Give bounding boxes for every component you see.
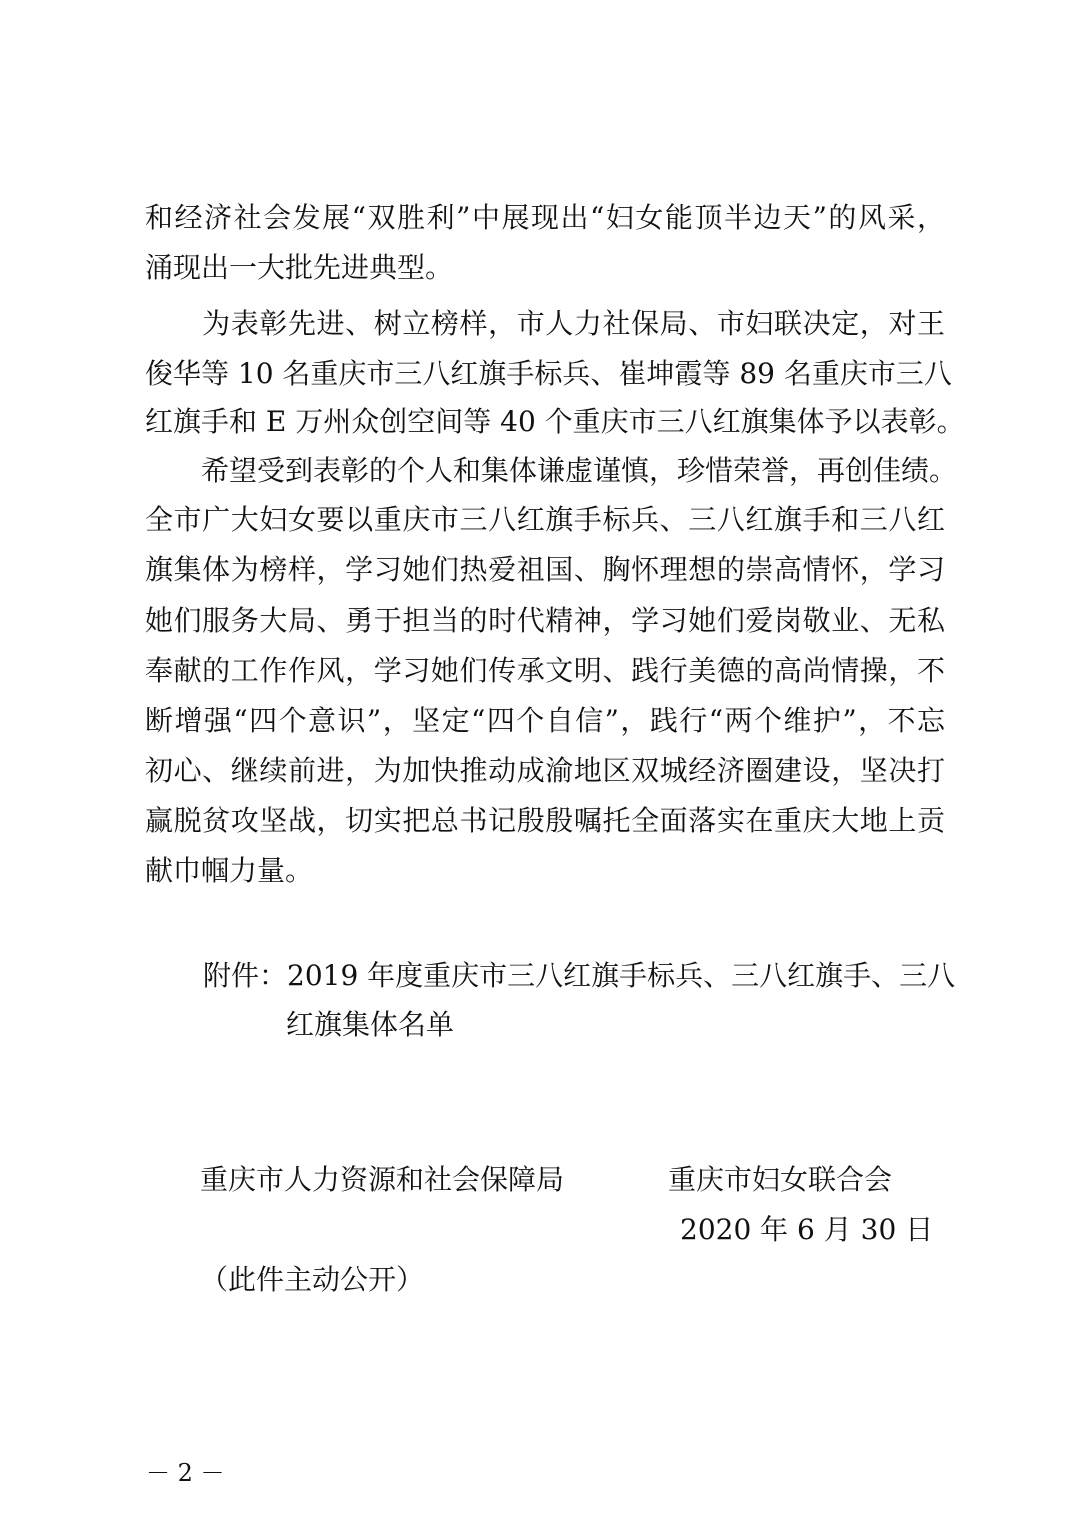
paragraph-line: 断增强“四个意识”，坚定“四个自信”，践行“两个维护”，不忘 (145, 704, 945, 737)
issuing-org-hrss: 重庆市人力资源和社会保障局 (200, 1163, 565, 1196)
paragraph-line: 为表彰先进、树立榜样，市人力社保局、市妇联决定，对王 (145, 307, 945, 340)
paragraph-line: 全市广大妇女要以重庆市三八红旗手标兵、三八红旗手和三八红 (145, 503, 945, 536)
paragraph-line: 旗集体为榜样，学习她们热爱祖国、胸怀理想的崇高情怀，学习 (145, 553, 945, 586)
paragraph-line: 献巾帼力量。 (145, 854, 314, 887)
paragraph-line: 和经济社会发展“双胜利”中展现出“妇女能顶半边天”的风采， (145, 201, 945, 234)
attachment-line: 附件：2019 年度重庆市三八红旗手标兵、三八红旗手、三八 (203, 959, 956, 992)
paragraph-line: 俊华等 10 名重庆市三八红旗手标兵、崔坤霞等 89 名重庆市三八 (145, 357, 952, 390)
page-number: － 2 － (146, 1459, 225, 1487)
paragraph-line: 奉献的工作作风，学习她们传承文明、践行美德的高尚情操，不 (145, 654, 945, 687)
paragraph-line: 红旗手和 E 万州众创空间等 40 个重庆市三八红旗集体予以表彰。 (145, 405, 965, 438)
paragraph-line: 希望受到表彰的个人和集体谦虚谨慎，珍惜荣誉，再创佳绩。 (145, 454, 958, 487)
issuing-org-womens-federation: 重庆市妇女联合会 (668, 1163, 893, 1196)
disclosure-note: （此件主动公开） (200, 1263, 425, 1296)
paragraph-line: 她们服务大局、勇于担当的时代精神，学习她们爱岗敬业、无私 (145, 604, 945, 637)
attachment-line: 红旗集体名单 (286, 1008, 455, 1041)
paragraph-line: 赢脱贫攻坚战，切实把总书记殷殷嘱托全面落实在重庆大地上贡 (145, 804, 945, 837)
issue-date: 2020 年 6 月 30 日 (680, 1213, 934, 1246)
paragraph-line: 初心、继续前进，为加快推动成渝地区双城经济圈建设，坚决打 (145, 754, 945, 787)
paragraph-line: 涌现出一大批先进典型。 (145, 251, 454, 284)
